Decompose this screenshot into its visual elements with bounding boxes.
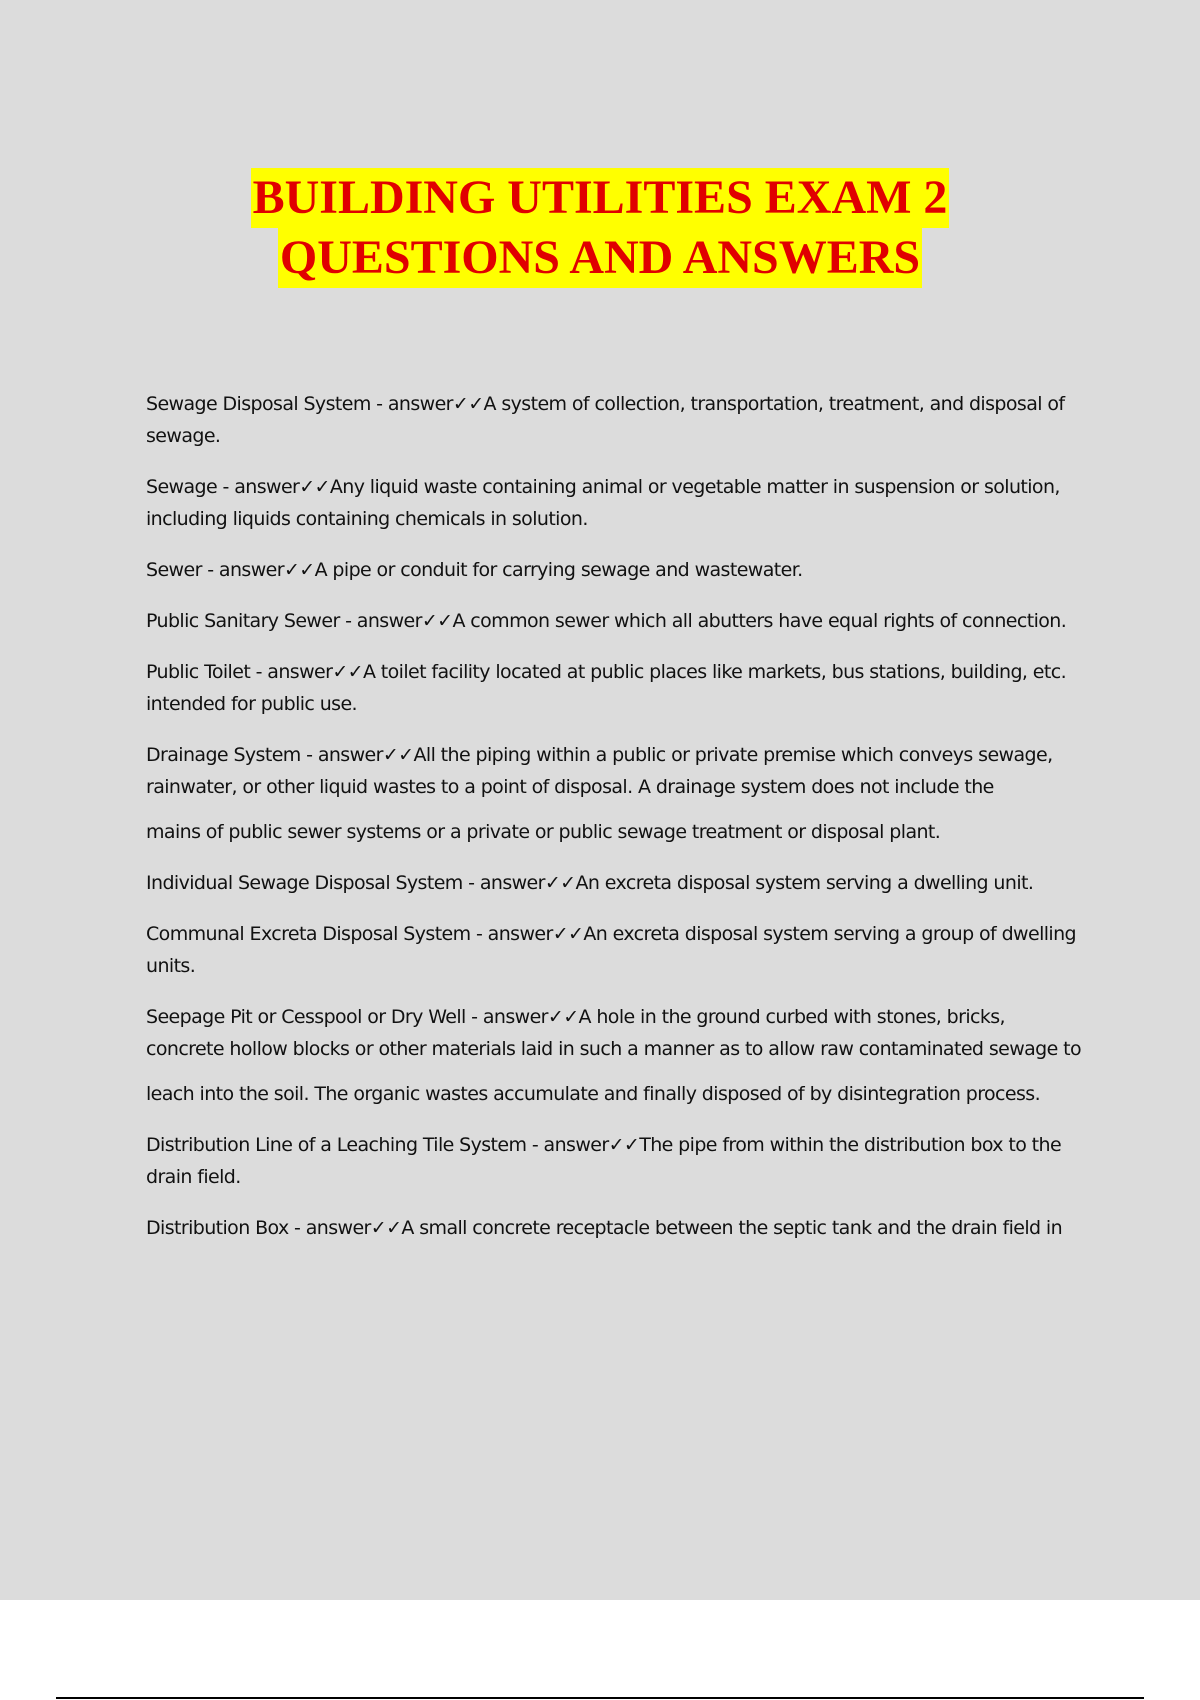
qa-entry: Public Toilet - answer✓✓A toilet facility located at public places like markets, bus stations, building, etc. intended for public use. bbox=[146, 661, 1067, 715]
qa-entry: Distribution Box - answer✓✓A small concrete receptacle between the septic tank and the drain field in bbox=[146, 1217, 1063, 1239]
qa-entry: Drainage System - answer✓✓All the piping within a public or private premise which conveys sewage, rainwater, or other liquid wastes to a point of disposal. A drainage system does not include the bbox=[146, 744, 1053, 798]
qa-entry: Individual Sewage Disposal System - answer✓✓An excreta disposal system serving a dwelling unit. bbox=[146, 872, 1034, 894]
qa-entry: Sewage Disposal System - answer✓✓A system of collection, transportation, treatment, and disposal of sewage. bbox=[146, 393, 1065, 447]
qa-entry: Communal Excreta Disposal System - answer✓✓An excreta disposal system serving a group of dwelling units. bbox=[146, 923, 1077, 977]
title-line-1: BUILDING UTILITIES EXAM 2 bbox=[251, 168, 950, 228]
qa-entry-continuation: leach into the soil. The organic wastes accumulate and finally disposed of by disintegration process. bbox=[146, 1083, 1041, 1105]
qa-entry: Sewage - answer✓✓Any liquid waste containing animal or vegetable matter in suspension or solution, including liquids containing chemicals in solution. bbox=[146, 476, 1060, 530]
qa-entry: Distribution Line of a Leaching Tile System - answer✓✓The pipe from within the distribution box to the drain field. bbox=[146, 1134, 1062, 1188]
qa-entry: Seepage Pit or Cesspool or Dry Well - answer✓✓A hole in the ground curbed with stones, bricks, concrete hollow blocks or other materials laid in such a manner as to allow raw contaminated sewage to bbox=[146, 1006, 1082, 1060]
title-line-2: QUESTIONS AND ANSWERS bbox=[278, 228, 922, 288]
qa-list bbox=[146, 388, 1086, 1263]
qa-entry: Sewer - answer✓✓A pipe or conduit for carrying sewage and wastewater. bbox=[146, 559, 803, 581]
footer-rule bbox=[56, 1697, 1144, 1699]
qa-entry: Public Sanitary Sewer - answer✓✓A common sewer which all abutters have equal rights of connection. bbox=[146, 610, 1067, 632]
qa-entry-continuation: mains of public sewer systems or a private or public sewage treatment or disposal plant. bbox=[146, 821, 941, 843]
document-title bbox=[0, 168, 1200, 288]
